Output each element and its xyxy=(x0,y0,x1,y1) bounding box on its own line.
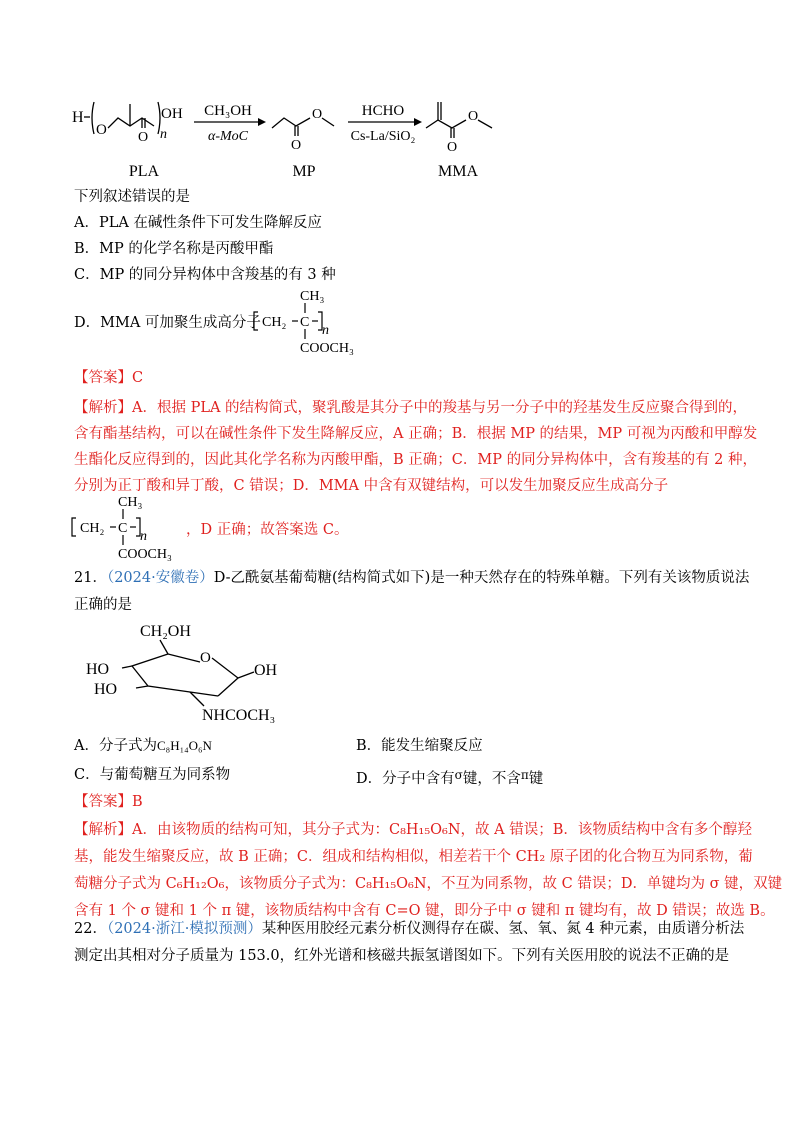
polymer-ch3: CH₃ xyxy=(118,495,143,510)
q21-analysis-line-4: 含有 1 个 σ 键和 1 个 π 键，该物质结构中含有 C=O 键，即分子中 σ 键和 π 键均有，故 D 错误；故选 B。 xyxy=(74,903,775,919)
polymer-ch3: CH₃ xyxy=(300,289,325,304)
option-d-pre: D．分子中含有 xyxy=(356,771,455,787)
mma-carbonyl-o: O xyxy=(447,140,458,155)
reagent1-bottom: α-MoC xyxy=(207,129,249,144)
q22-number: 22． xyxy=(74,921,107,937)
struct-ch2oh: CH₂OH xyxy=(140,623,191,640)
polymer-structure-analysis xyxy=(70,492,190,564)
reagent1-top: CH₃OH xyxy=(204,103,252,119)
q20-analysis-line-4: 分别为正丁酸和异丁酸，C 错误；D．MMA 中含有双键结构，可以发生加聚反应生成高分子 xyxy=(74,478,669,494)
pi-symbol: π xyxy=(520,768,529,782)
q21-stem-text: D-乙酰氨基葡萄糖(结构简式如下)是一种天然存在的特殊单糖。下列有关该物质说法 xyxy=(213,570,750,586)
q21-option-a xyxy=(74,736,212,756)
q21-option-b: B．能发生缩聚反应 xyxy=(356,738,483,754)
pla-h: H xyxy=(72,109,84,126)
option-a-formula: C₈H₁₄O₆N xyxy=(156,738,212,753)
struct-oh: OH xyxy=(254,662,278,679)
q20-analysis-line-3: 生酯化反应得到的，因此其化学名称为丙酸甲酯，B 正确；C．MP 的同分异构体中，含有羧基的有 2 种， xyxy=(74,452,758,468)
reaction-scheme xyxy=(60,88,530,188)
q22-stem-line-2: 测定出其相对分子质量为 153.0，红外光谱和核磁共振氢谱图如下。下列有关医用胶的说法不正确的是 xyxy=(74,948,730,964)
answer-label: 【答案】 xyxy=(74,370,132,386)
polymer-n: n xyxy=(140,529,147,544)
q21-number: 21． xyxy=(74,570,107,586)
polymer-cooch3: COOCH₃ xyxy=(300,341,354,356)
mma-ester-o: O xyxy=(468,109,479,124)
q21-answer xyxy=(74,792,143,812)
answer-label: 【答案】 xyxy=(74,794,132,810)
q20-option-d: D．MMA 可加聚生成高分子 xyxy=(74,315,261,331)
answer-value: C xyxy=(132,370,144,386)
analysis-label: 【解析】 xyxy=(74,822,132,838)
mp-label: MP xyxy=(292,163,316,180)
q21-stem-line-2: 正确的是 xyxy=(74,597,132,613)
struct-ring-o: O xyxy=(200,650,211,666)
pla-oh: OH xyxy=(161,106,183,122)
analysis-text: A．根据 PLA 的结构简式，聚乳酸是其分子中的羧基与另一分子中的羟基发生反应聚合得到的， xyxy=(132,400,748,416)
analysis-label: 【解析】 xyxy=(74,400,132,416)
q21-analysis-line-2: 基，能发生缩聚反应，故 B 正确；C．组成和结构相似，相差若干个 CH₂ 原子团的化合物互为同系物，葡 xyxy=(74,849,753,865)
analysis-text: A．由该物质的结构可知，其分子式为：C₈H₁₅O₆N，故 A 错误；B．该物质结构中含有多个醇羟 xyxy=(132,822,752,838)
polymer-cooch3: COOCH₃ xyxy=(118,547,172,562)
answer-value: B xyxy=(132,794,143,810)
q20-stem: 下列叙述错误的是 xyxy=(74,189,190,205)
q21-option-d xyxy=(356,765,543,789)
n-acetylglucosamine-structure xyxy=(72,612,312,728)
reagent2-top: HCHO xyxy=(361,103,405,119)
polymer-n: n xyxy=(322,323,329,338)
sigma-symbol: σ xyxy=(454,768,463,782)
pla-ring-o: O xyxy=(96,122,107,138)
q20-analysis-line-1 xyxy=(74,398,747,418)
mp-ester-o: O xyxy=(312,107,323,122)
q21-analysis-line-1 xyxy=(74,820,752,840)
q20-option-b: B．MP 的化学名称是丙酸甲酯 xyxy=(74,241,274,257)
option-a-prefix: A．分子式为 xyxy=(74,738,157,754)
q22-stem-line-1 xyxy=(74,919,744,939)
option-d-post: 键 xyxy=(528,771,544,787)
mp-carbonyl-o: O xyxy=(291,138,302,153)
polymer-structure-d xyxy=(252,286,372,358)
q21-analysis-line-3: 萄糖分子式为 C₆H₁₂O₆，该物质分子式为：C₈H₁₅O₆N，不互为同系物，故 C 错误；D．单键均为 σ 键，双键 xyxy=(74,876,783,892)
q21-stem-line-1 xyxy=(74,568,749,588)
polymer-ch2: CH₂ xyxy=(262,315,287,330)
option-d-mid: 键，不含 xyxy=(462,771,521,787)
pla-label: PLA xyxy=(128,163,160,180)
q21-option-c: C．与葡萄糖互为同系物 xyxy=(74,767,231,783)
q20-analysis-line-2: 含有酯基结构，可以在碱性条件下发生降解反应，A 正确；B．根据 MP 的结果，MP 可视为丙酸和甲醇发 xyxy=(74,426,758,442)
struct-nhcoch3: NHCOCH₃ xyxy=(202,707,276,724)
polymer-ch2: CH₂ xyxy=(80,521,105,536)
q21-source: （2024·安徽卷） xyxy=(106,570,214,586)
pla-carbonyl-o: O xyxy=(138,130,149,145)
q20-answer xyxy=(74,368,143,388)
polymer-c: C xyxy=(118,521,128,536)
reagent2-bottom: Cs-La/SiO₂ xyxy=(350,129,416,144)
q20-analysis-line-5: ，D 正确；故答案选 C。 xyxy=(186,522,349,538)
q22-source: （2024·浙江·模拟预测） xyxy=(106,921,262,937)
q20-option-c: C．MP 的同分异构体中含羧基的有 3 种 xyxy=(74,267,336,283)
struct-ho-2: HO xyxy=(94,681,118,698)
mma-label: MMA xyxy=(437,163,479,180)
polymer-c: C xyxy=(300,315,310,330)
pla-n: n xyxy=(160,127,167,142)
q22-stem-text: 某种医用胶经元素分析仪测得存在碳、氢、氧、氮 4 种元素，由质谱分析法 xyxy=(261,921,745,937)
q20-option-a: A．PLA 在碱性条件下可发生降解反应 xyxy=(74,215,322,231)
struct-ho-1: HO xyxy=(86,661,110,678)
